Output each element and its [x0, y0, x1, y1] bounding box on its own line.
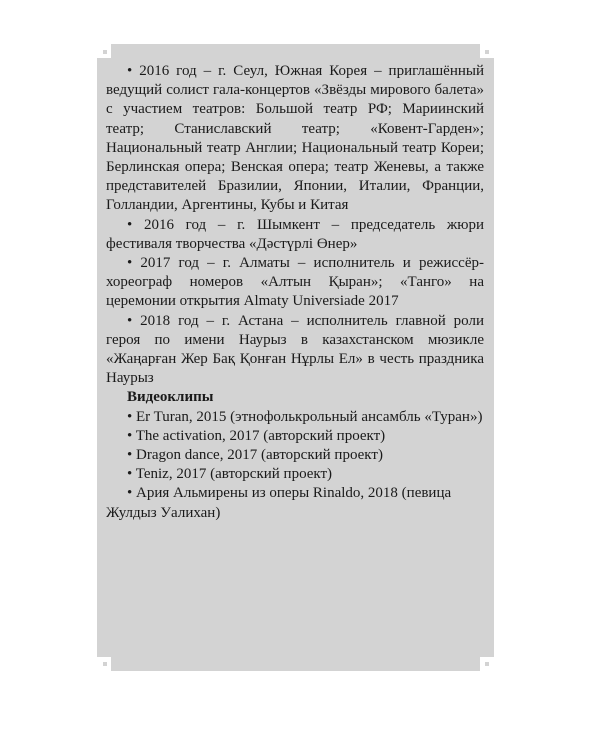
corner-dot	[485, 662, 489, 666]
corner-dot	[103, 662, 107, 666]
list-item: • 2017 год – г. Алматы – исполнитель и режиссёр-хореограф номеров «Алтын Қыран»; «Танго» на церемонии открытия Almaty Universiade 2017	[106, 255, 484, 310]
videoclip-item: • Ария Альмирены из оперы Rinaldo, 2018 (певица Жулдыз Уалихан)	[106, 485, 452, 521]
document-text	[106, 62, 484, 523]
videoclip-item: • The activation, 2017 (авторский проект)	[127, 427, 386, 444]
section-heading: Видеоклипы	[127, 389, 214, 406]
videoclip-item: • Dragon dance, 2017 (авторский проект)	[127, 447, 383, 464]
corner-dot	[103, 50, 107, 54]
list-item: • 2016 год – г. Сеул, Южная Корея – приглашённый ведущий солист гала-концертов «Звёзды мирового балета» с участием театров: Большой театр РФ; Мариинский театр; Станиславский театр; «Ковент-Гарден»; Национальный театр Англии; Национальный театр Кореи; Берлинская опера; Венская опера; театр Женевы, а также представителей Бразилии, Японии, Италии, Франции, Голландии, Аргентины, Кубы и Китая	[106, 63, 484, 214]
list-item: • 2016 год – г. Шымкент – председатель жюри фестиваля творчества «Дәстүрлі Өнер»	[106, 216, 484, 252]
list-item: • 2018 год – г. Астана – исполнитель главной роли героя по имени Наурыз в казахстанском мюзикле «Жаңарған Жер Бақ Қонған Нұрлы Ел» в честь праздника Наурыз	[106, 312, 484, 387]
corner-dot	[485, 50, 489, 54]
videoclip-item: • Teniz, 2017 (авторский проект)	[127, 466, 333, 483]
videoclip-item: • Er Turan, 2015 (этнофолькрольный ансамбль «Туран»)	[127, 408, 483, 425]
